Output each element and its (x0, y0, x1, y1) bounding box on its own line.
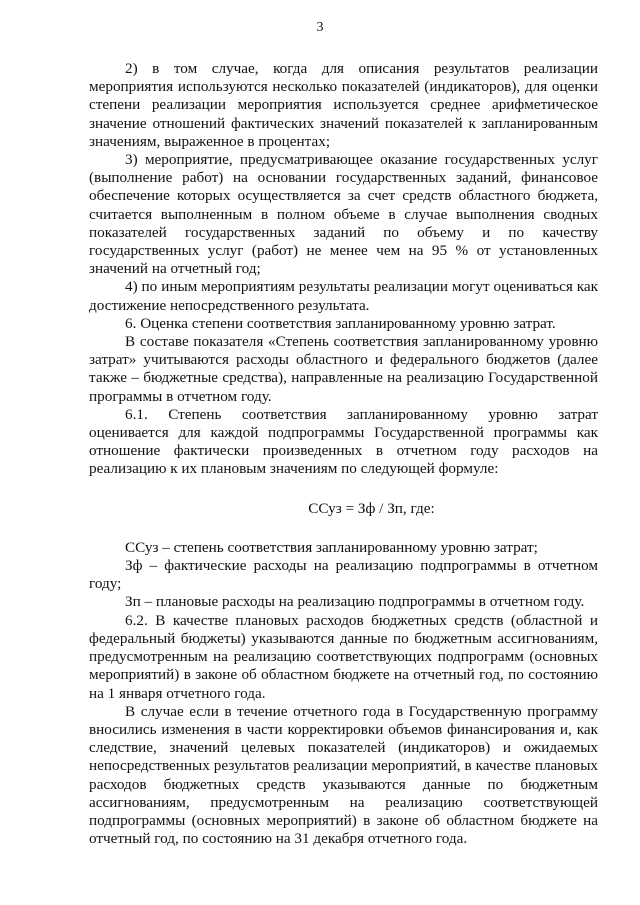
paragraph-item-4: 4) по иным мероприятиям результаты реализации могут оцениваться как достижение непосредственного результата. (89, 278, 598, 314)
formula: ССуз = Зф / Зп, где: (308, 499, 435, 517)
definition-ssuz: ССуз – степень соответствия запланированному уровню затрат; (125, 538, 538, 556)
paragraph-changes: В случае если в течение отчетного года в Государственную программу вносились изменения в части корректировки объемов финансирования и, как следствие, значений целевых показателей (индикаторов) и ожидаемых непосредственных результатов реализации мероприятий, в качестве плановых расходов бюджетных средств указываются данные по бюджетным ассигнованиям, предусмотренным на реализацию соответствующей подпрограммы (основных мероприятий) в законе об областном бюджете на отчетный год, по состоянию на 31 декабря отчетного года. (89, 702, 598, 848)
section-heading-6: 6. Оценка степени соответствия запланированному уровню затрат. (125, 314, 556, 332)
definition-zf: Зф – фактические расходы на реализацию подпрограммы в отчетном году; (89, 557, 598, 593)
paragraph-item-3: 3) мероприятие, предусматривающее оказание государственных услуг (выполнение работ) на основании государственных заданий, финансовое обеспечение которых осуществляется за счет средств областного бюджета, считается выполненным в полном объеме в случае выполнения сводных показателей государственных заданий по объему и по качеству государственных услуг (работ) не менее чем на 95 % от установленных значений на отчетный год; (89, 151, 598, 278)
paragraph-6-2: 6.2. В качестве плановых расходов бюджетных средств (областной и федеральный бюджеты) указываются данные по бюджетным ассигнованиям, предусмотренным на реализацию соответствующих подпрограмм (основных мероприятий) в законе об областном бюджете на отчетный год, по состоянию на 1 января отчетного года. (89, 611, 598, 702)
paragraph-item-2: 2) в том случае, когда для описания результатов реализации мероприятия используются несколько показателей (индикаторов), для оценки степени реализации мероприятия используется среднее арифметическое значение отношений фактических значений показателей к запланированным значениям, выраженное в процентах; (89, 60, 598, 150)
definition-zp: Зп – плановые расходы на реализацию подпрограммы в отчетном году. (125, 593, 585, 611)
document-body (89, 60, 598, 848)
paragraph-6-1: 6.1. Степень соответствия запланированному уровню затрат оценивается для каждой подпрограммы Государственной программы как отношение фактически произведенных в отчетном году расходов на реализацию к их плановым значениям по следующей формуле: (89, 405, 598, 478)
paragraph-cost-composition: В составе показателя «Степень соответствия запланированному уровню затрат» учитываются расходы областного и федерального бюджетов (далее также – бюджетные средства), направленные на реализацию Государственной программы в отчетном году. (89, 333, 598, 405)
page-number: 3 (316, 20, 324, 35)
